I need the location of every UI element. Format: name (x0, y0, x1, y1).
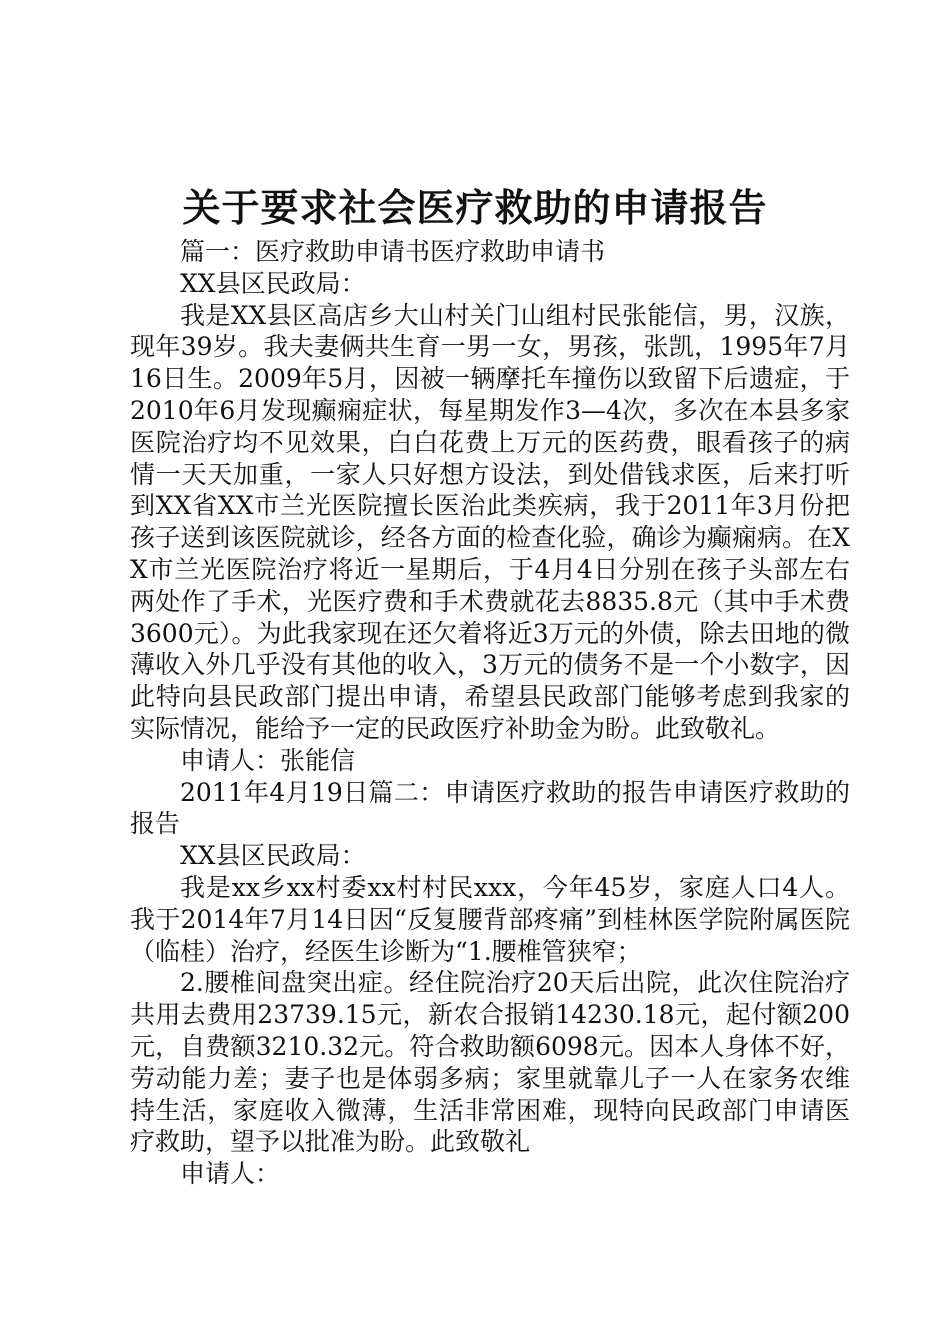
paragraph-salutation-1: XX县区民政局： (180, 268, 366, 298)
document-title: 关于要求社会医疗救助的申请报告 (182, 185, 768, 230)
paragraph-date-and-part-two-heading: 2011年4月19日篇二：申请医疗救助的报告申请医疗救助的报告 (130, 777, 850, 839)
paragraph-application-body-1: 我是XX县区高店乡大山村关门山组村民张能信，男，汉族，现年39岁。我夫妻俩共生育一男一女，男孩，张凯，1995年7月16日生。2009年5月，因被一辆摩托车撞伤以致留下后遗症，于2010年6月发现癫痫症状，每星期发作3—4次，多次在本县多家医院治疗均不见效果，白白花费上万元的医药费，眼看孩子的病情一天天加重，一家人只好想方设法，到处借钱求医，后来打听到XX省XX市兰光医院擅长医治此类疾病，我于2011年3月份把孩子送到该医院就诊，经各方面的检查化验，确诊为癫痫病。在XX市兰光医院治疗将近一星期后，于4月4日分别在孩子头部左右两处作了手术，光医疗费和手术费就花去8835.8元（其中手术费3600元）。为此我家现在还欠着将近3万元的外债，除去田地的微薄收入外几乎没有其他的收入，3万元的债务不是一个小数字，因此特向县民政部门提出申请，希望县民政部门能够考虑到我家的实际情况，能给予一定的民政医疗补助金为盼。此致敬礼。 (130, 300, 850, 743)
paragraph-applicant-1: 申请人：张能信 (180, 745, 356, 775)
paragraph-salutation-2: XX县区民政局： (180, 841, 366, 871)
paragraph-application-body-2: 我是xx乡xx村委xx村村民xxx，今年45岁，家庭人口4人。我于2014年7月14日因“反复腰背部疼痛”到桂林医学院附属医院（临桂）治疗，经医生诊断为“1.腰椎管狭窄； (130, 872, 850, 966)
paragraph-part-one-heading: 篇一：医疗救助申请书医疗救助申请书 (180, 237, 606, 266)
paragraph-application-body-2-continued: 2.腰椎间盘突出症。经住院治疗20天后出院，此次住院治疗共用去费用23739.15元，新农合报销14230.18元，起付额200元，自费额3210.32元。符合救助额6098元。因本人身体不好，劳动能力差；妻子也是体弱多病；家里就靠儿子一人在家务农维持生活，家庭收入微薄，生活非常困难，现特向民政部门申请医疗救助，望予以批准为盼。此致敬礼 (130, 968, 850, 1157)
document-body (130, 236, 850, 1190)
paragraph-applicant-2: 申请人： (180, 1159, 281, 1189)
